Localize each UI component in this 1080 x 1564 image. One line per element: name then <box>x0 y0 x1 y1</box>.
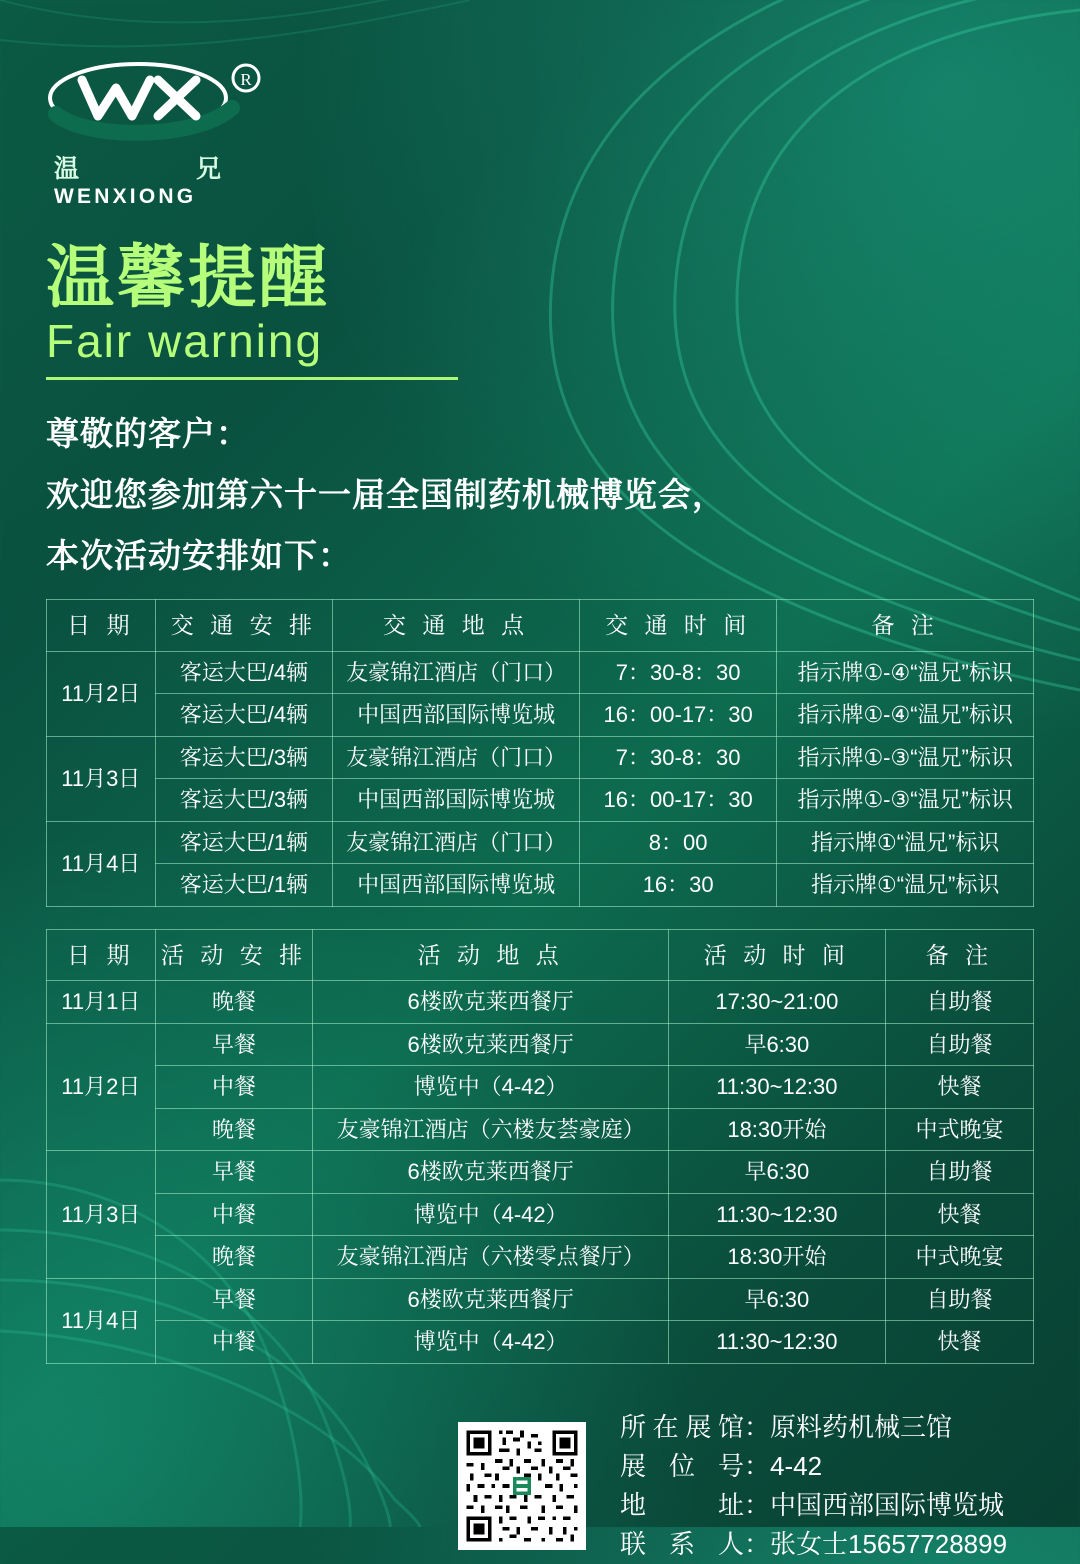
activity-cell-3: 自助餐 <box>885 1278 1033 1321</box>
transport-cell-1: 中国西部国际博览城 <box>333 864 580 907</box>
table-row <box>47 651 1034 694</box>
table-header-row <box>47 599 1034 651</box>
activity-cell-3: 自助餐 <box>885 981 1033 1024</box>
activity-cell-2: 早6:30 <box>668 1278 885 1321</box>
transport-header-cell-3: 交 通 时 间 <box>579 599 776 651</box>
activity-cell-2: 11:30~12:30 <box>668 1193 885 1236</box>
transport-header-cell-2: 交 通 地 点 <box>333 599 580 651</box>
transport-cell-2: 16：30 <box>579 864 776 907</box>
activity-header-cell-3: 活 动 时 间 <box>668 929 885 981</box>
contact-value-1: 4-42 <box>770 1450 823 1481</box>
transport-cell-0: 客运大巴/3辆 <box>155 779 333 822</box>
activity-schedule-table <box>46 929 1034 1364</box>
transport-cell-1: 友豪锦江酒店（门口） <box>333 651 580 694</box>
activity-cell-1: 6楼欧克莱西餐厅 <box>313 1151 668 1194</box>
table-row <box>47 1321 1034 1364</box>
activity-cell-2: 18:30开始 <box>668 1108 885 1151</box>
transport-cell-0: 客运大巴/3辆 <box>155 736 333 779</box>
contact-label-1: 展 位 号： <box>620 1450 770 1481</box>
transport-date-cell: 11月2日 <box>47 651 156 736</box>
activity-date-cell: 11月4日 <box>47 1278 156 1363</box>
intro-block <box>46 408 1034 577</box>
activity-cell-2: 11:30~12:30 <box>668 1066 885 1109</box>
activity-cell-3: 自助餐 <box>885 1151 1033 1194</box>
table-row <box>47 1236 1034 1279</box>
activity-cell-2: 11:30~12:30 <box>668 1321 885 1364</box>
contact-value-0: 原料药机械三馆 <box>770 1411 953 1442</box>
contact-line-0 <box>620 1408 1007 1447</box>
activity-cell-0: 晚餐 <box>155 981 313 1024</box>
transport-cell-0: 客运大巴/1辆 <box>155 821 333 864</box>
transport-date-cell: 11月4日 <box>47 821 156 906</box>
transport-header-cell-1: 交 通 安 排 <box>155 599 333 651</box>
activity-header-cell-4: 备 注 <box>885 929 1033 981</box>
table-row <box>47 821 1034 864</box>
contact-details <box>620 1408 1007 1564</box>
contact-label-3: 联 系 人： <box>620 1528 770 1559</box>
footer-contact <box>46 1408 1034 1564</box>
activity-cell-2: 17:30~21:00 <box>668 981 885 1024</box>
activity-cell-1: 博览中（4-42） <box>313 1321 668 1364</box>
table-row <box>47 864 1034 907</box>
table-row <box>47 1023 1034 1066</box>
activity-cell-0: 早餐 <box>155 1023 313 1066</box>
transport-cell-0: 客运大巴/1辆 <box>155 864 333 907</box>
intro-line-3: 本次活动安排如下： <box>46 536 352 574</box>
page-title-en: Fair warning <box>46 315 324 368</box>
transport-cell-0: 客运大巴/4辆 <box>155 694 333 737</box>
logo-cn-char-2: 兄 <box>195 155 222 183</box>
activity-cell-2: 早6:30 <box>668 1023 885 1066</box>
contact-line-1 <box>620 1447 1007 1486</box>
activity-cell-1: 6楼欧克莱西餐厅 <box>313 1023 668 1066</box>
activity-date-cell: 11月1日 <box>47 981 156 1024</box>
table-row <box>47 1108 1034 1151</box>
svg-text:R: R <box>240 70 252 89</box>
contact-label-2: 地 址： <box>620 1489 770 1520</box>
activity-cell-1: 友豪锦江酒店（六楼友荟豪庭） <box>313 1108 668 1151</box>
table-row <box>47 694 1034 737</box>
activity-cell-1: 6楼欧克莱西餐厅 <box>313 981 668 1024</box>
activity-header-cell-2: 活 动 地 点 <box>313 929 668 981</box>
activity-cell-1: 博览中（4-42） <box>313 1193 668 1236</box>
transport-cell-3: 指示牌①-③“温兄”标识 <box>777 736 1034 779</box>
transport-cell-2: 8：00 <box>579 821 776 864</box>
transport-cell-1: 友豪锦江酒店（门口） <box>333 736 580 779</box>
activity-cell-2: 18:30开始 <box>668 1236 885 1279</box>
activity-date-cell: 11月3日 <box>47 1151 156 1279</box>
contact-line-3 <box>620 1525 1007 1564</box>
activity-header-cell-1: 活 动 安 排 <box>155 929 313 981</box>
transport-cell-3: 指示牌①-③“温兄”标识 <box>777 779 1034 822</box>
activity-cell-1: 6楼欧克莱西餐厅 <box>313 1278 668 1321</box>
qr-code-icon <box>458 1422 586 1550</box>
contact-value-2: 中国西部国际博览城 <box>770 1489 1005 1520</box>
intro-line-1: 尊敬的客户： <box>46 414 250 452</box>
table-row <box>47 736 1034 779</box>
activity-cell-3: 自助餐 <box>885 1023 1033 1066</box>
activity-cell-0: 早餐 <box>155 1151 313 1194</box>
table-row <box>47 1066 1034 1109</box>
activity-cell-3: 快餐 <box>885 1193 1033 1236</box>
transport-cell-2: 7：30-8：30 <box>579 736 776 779</box>
logo-chinese-name <box>54 149 222 185</box>
transport-cell-2: 7：30-8：30 <box>579 651 776 694</box>
activity-cell-0: 中餐 <box>155 1321 313 1364</box>
transport-header-cell-0: 日 期 <box>47 599 156 651</box>
activity-cell-3: 中式晚宴 <box>885 1236 1033 1279</box>
transport-schedule-table <box>46 599 1034 907</box>
activity-cell-1: 友豪锦江酒店（六楼零点餐厅） <box>313 1236 668 1279</box>
activity-cell-3: 快餐 <box>885 1066 1033 1109</box>
brand-logo <box>46 0 266 209</box>
table-row <box>47 1151 1034 1194</box>
activity-header-cell-0: 日 期 <box>47 929 156 981</box>
transport-cell-1: 友豪锦江酒店（门口） <box>333 821 580 864</box>
logo-cn-char-1: 温 <box>54 155 81 183</box>
table-row <box>47 981 1034 1024</box>
activity-cell-2: 早6:30 <box>668 1151 885 1194</box>
transport-cell-3: 指示牌①“温兄”标识 <box>777 864 1034 907</box>
activity-cell-0: 中餐 <box>155 1066 313 1109</box>
transport-cell-1: 中国西部国际博览城 <box>333 694 580 737</box>
activity-cell-0: 晚餐 <box>155 1108 313 1151</box>
transport-date-cell: 11月3日 <box>47 736 156 821</box>
contact-line-2 <box>620 1486 1007 1525</box>
logo-english-name: WENXIONG <box>54 185 197 208</box>
intro-line-2: 欢迎您参加第六十一届全国制药机械博览会， <box>46 475 726 513</box>
table-row <box>47 1193 1034 1236</box>
activity-cell-3: 快餐 <box>885 1321 1033 1364</box>
contact-value-3: 张女士15657728899 <box>770 1528 1008 1559</box>
transport-cell-1: 中国西部国际博览城 <box>333 779 580 822</box>
page-title-cn: 温馨提醒 <box>46 240 331 316</box>
transport-cell-3: 指示牌①-④“温兄”标识 <box>777 651 1034 694</box>
transport-cell-2: 16：00-17：30 <box>579 779 776 822</box>
transport-cell-3: 指示牌①-④“温兄”标识 <box>777 694 1034 737</box>
activity-date-cell: 11月2日 <box>47 1023 156 1151</box>
activity-cell-0: 晚餐 <box>155 1236 313 1279</box>
transport-header-cell-4: 备 注 <box>777 599 1034 651</box>
title-divider <box>46 377 458 380</box>
logo-mark <box>46 56 266 147</box>
activity-cell-3: 中式晚宴 <box>885 1108 1033 1151</box>
table-row <box>47 1278 1034 1321</box>
table-header-row <box>47 929 1034 981</box>
contact-label-0: 所 在 展 馆： <box>620 1411 770 1442</box>
activity-cell-1: 博览中（4-42） <box>313 1066 668 1109</box>
transport-cell-3: 指示牌①“温兄”标识 <box>777 821 1034 864</box>
activity-cell-0: 中餐 <box>155 1193 313 1236</box>
transport-cell-0: 客运大巴/4辆 <box>155 651 333 694</box>
table-row <box>47 779 1034 822</box>
activity-cell-0: 早餐 <box>155 1278 313 1321</box>
transport-cell-2: 16：00-17：30 <box>579 694 776 737</box>
